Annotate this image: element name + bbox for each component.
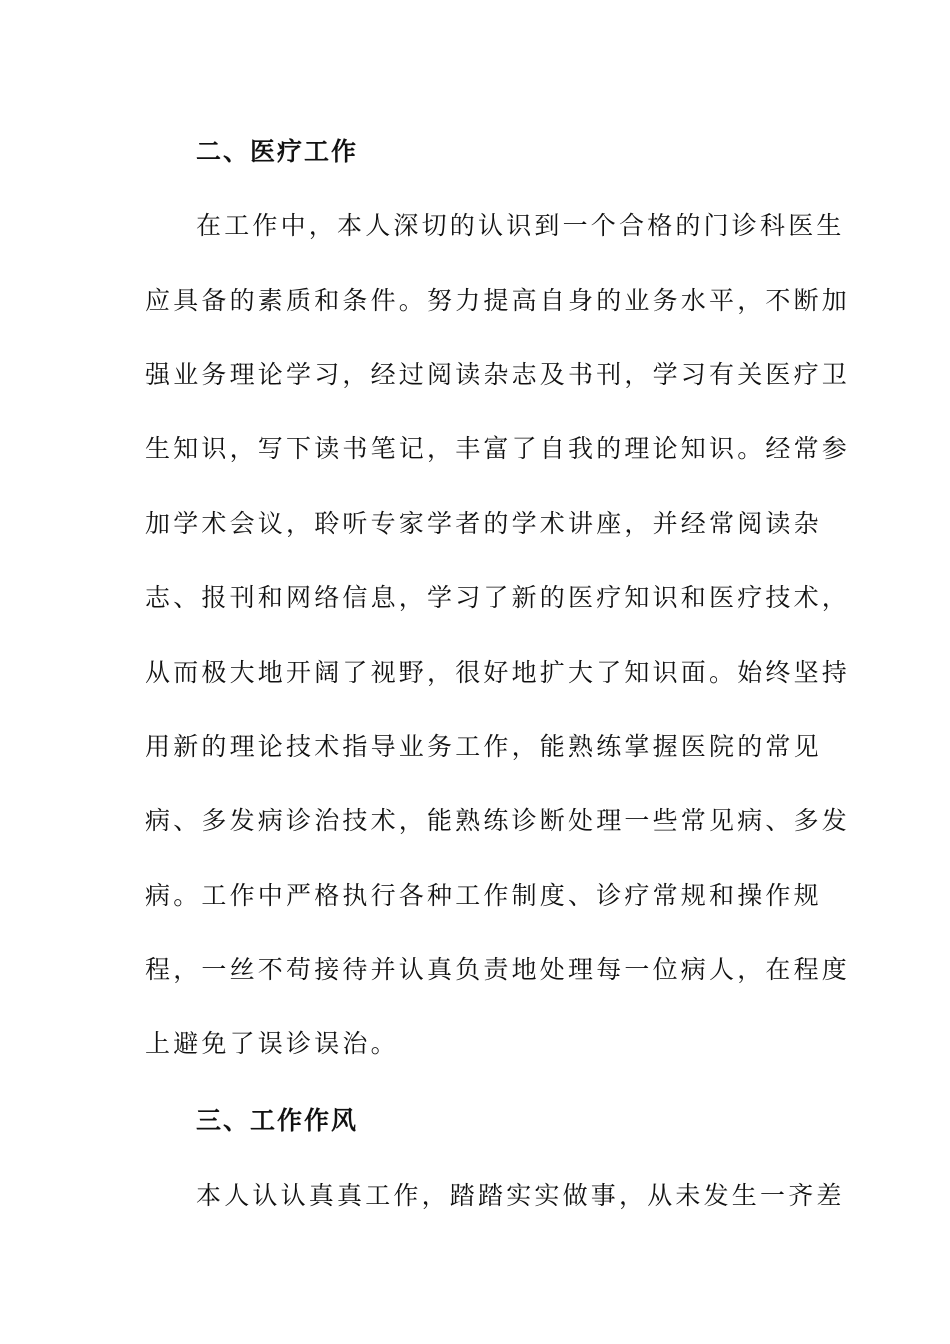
paragraph-line: 应具备的素质和条件。努力提高自身的业务水平，不断加 (145, 286, 851, 315)
paragraph-line: 病。工作中严格执行各种工作制度、诊疗常规和操作规 (145, 881, 822, 910)
paragraph-line: 本人认认真真工作，踏踏实实做事，从未发生一齐差 (196, 1181, 845, 1210)
paragraph-line: 程，一丝不苟接待并认真负责地处理每一位病人，在程度 (145, 955, 851, 984)
paragraph-line: 生知识，写下读书笔记，丰富了自我的理论知识。经常参 (145, 434, 851, 463)
paragraph-line: 从而极大地开阔了视野，很好地扩大了知识面。始终坚持 (145, 658, 851, 687)
section-heading-medical-work: 二、医疗工作 (196, 137, 359, 166)
paragraph-line: 在工作中，本人深切的认识到一个合格的门诊科医生 (196, 211, 845, 240)
paragraph-line: 用新的理论技术指导业务工作，能熟练掌握医院的常见 (145, 732, 822, 761)
paragraph-line: 病、多发病诊治技术，能熟练诊断处理一些常见病、多发 (145, 806, 851, 835)
paragraph-line: 上避免了误诊误治。 (145, 1029, 399, 1058)
paragraph-line: 强业务理论学习，经过阅读杂志及书刊，学习有关医疗卫 (145, 360, 851, 389)
paragraph-line: 加学术会议，聆听专家学者的学术讲座，并经常阅读杂 (145, 509, 822, 538)
paragraph-line: 志、报刊和网络信息，学习了新的医疗知识和医疗技术， (145, 583, 851, 612)
section-heading-work-style: 三、工作作风 (196, 1106, 359, 1135)
